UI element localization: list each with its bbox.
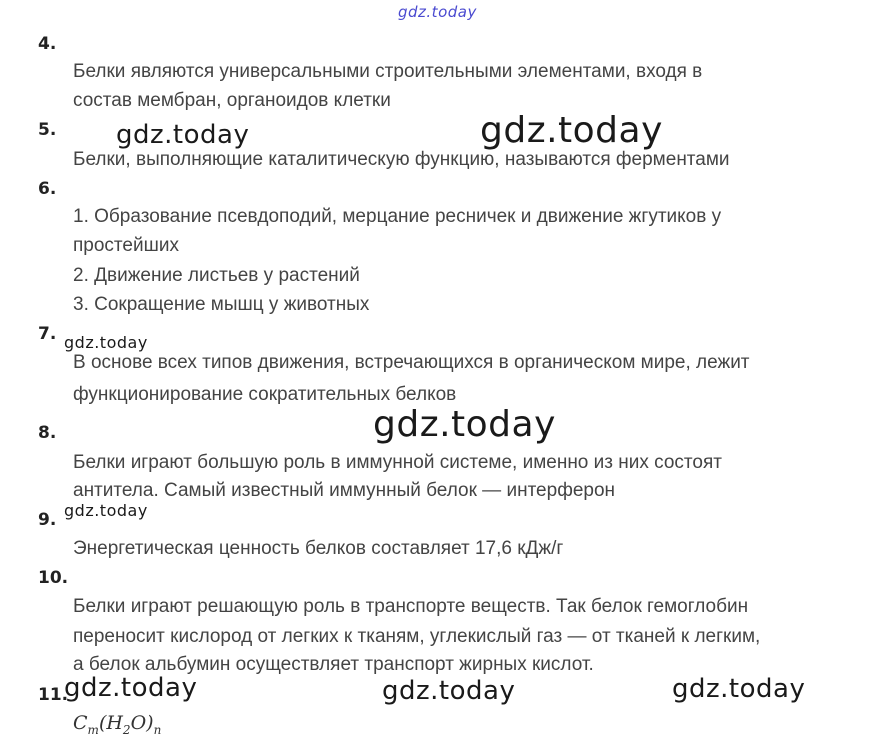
item-number-10: 10. [38, 568, 69, 588]
formula-mid: O) [130, 712, 154, 734]
answer-10-line-3: а белок альбумин осуществляет транспорт жирных кислот. [73, 654, 594, 675]
answer-6-line-3: 2. Движение листьев у растений [73, 265, 360, 286]
protein-formula [73, 712, 161, 737]
watermark: gdz.today [64, 501, 148, 520]
answer-10-line-2: переносит кислород от легких к тканям, углекислый газ — от тканей к легким, [73, 626, 761, 647]
formula-open: (H [98, 712, 123, 734]
answer-4-line-1: Белки являются универсальными строительными элементами, входя в [73, 61, 703, 82]
watermark: gdz.today [672, 674, 806, 704]
watermark: gdz.today [382, 676, 516, 706]
answer-10-line-1: Белки играют решающую роль в транспорте веществ. Так белок гемоглобин [73, 596, 749, 617]
watermark-top: gdz.today [398, 3, 477, 21]
answer-8-line-1: Белки играют большую роль в иммунной системе, именно из них состоят [73, 452, 722, 473]
answer-6-line-1: 1. Образование псевдоподий, мерцание ресничек и движение жгутиков у [73, 206, 722, 227]
formula-sub-2: 2 [122, 722, 131, 737]
watermark: gdz.today [116, 120, 250, 150]
formula-sub-n: n [153, 722, 162, 737]
watermark: gdz.today [64, 333, 148, 352]
answer-4-line-2: состав мембран, органоидов клетки [73, 90, 391, 111]
item-number-9: 9. [38, 510, 57, 530]
watermark: gdz.today [64, 673, 198, 703]
item-number-8: 8. [38, 423, 57, 443]
formula-sub-m: m [87, 722, 99, 737]
answer-7-line-1: В основе всех типов движения, встречающихся в органическом мире, лежит [73, 352, 750, 373]
formula-base: C [73, 712, 88, 734]
answer-6-line-2: простейших [73, 235, 179, 256]
item-number-4: 4. [38, 34, 57, 54]
answer-9-line-1: Энергетическая ценность белков составляет 17,6 кДж/г [73, 538, 564, 559]
answer-5-line-1: Белки, выполняющие каталитическую функцию, называются ферментами [73, 149, 730, 170]
watermark: gdz.today [373, 404, 556, 445]
answer-6-line-4: 3. Сокращение мышц у животных [73, 294, 370, 315]
item-number-6: 6. [38, 179, 57, 199]
item-number-7: 7. [38, 324, 57, 344]
watermark: gdz.today [480, 110, 663, 151]
answer-8-line-2: антитела. Самый известный иммунный белок — интерферон [73, 480, 616, 501]
item-number-5: 5. [38, 120, 57, 140]
answer-7-line-2: функционирование сократительных белков [73, 384, 457, 405]
item-number-11: 11. [38, 685, 69, 705]
